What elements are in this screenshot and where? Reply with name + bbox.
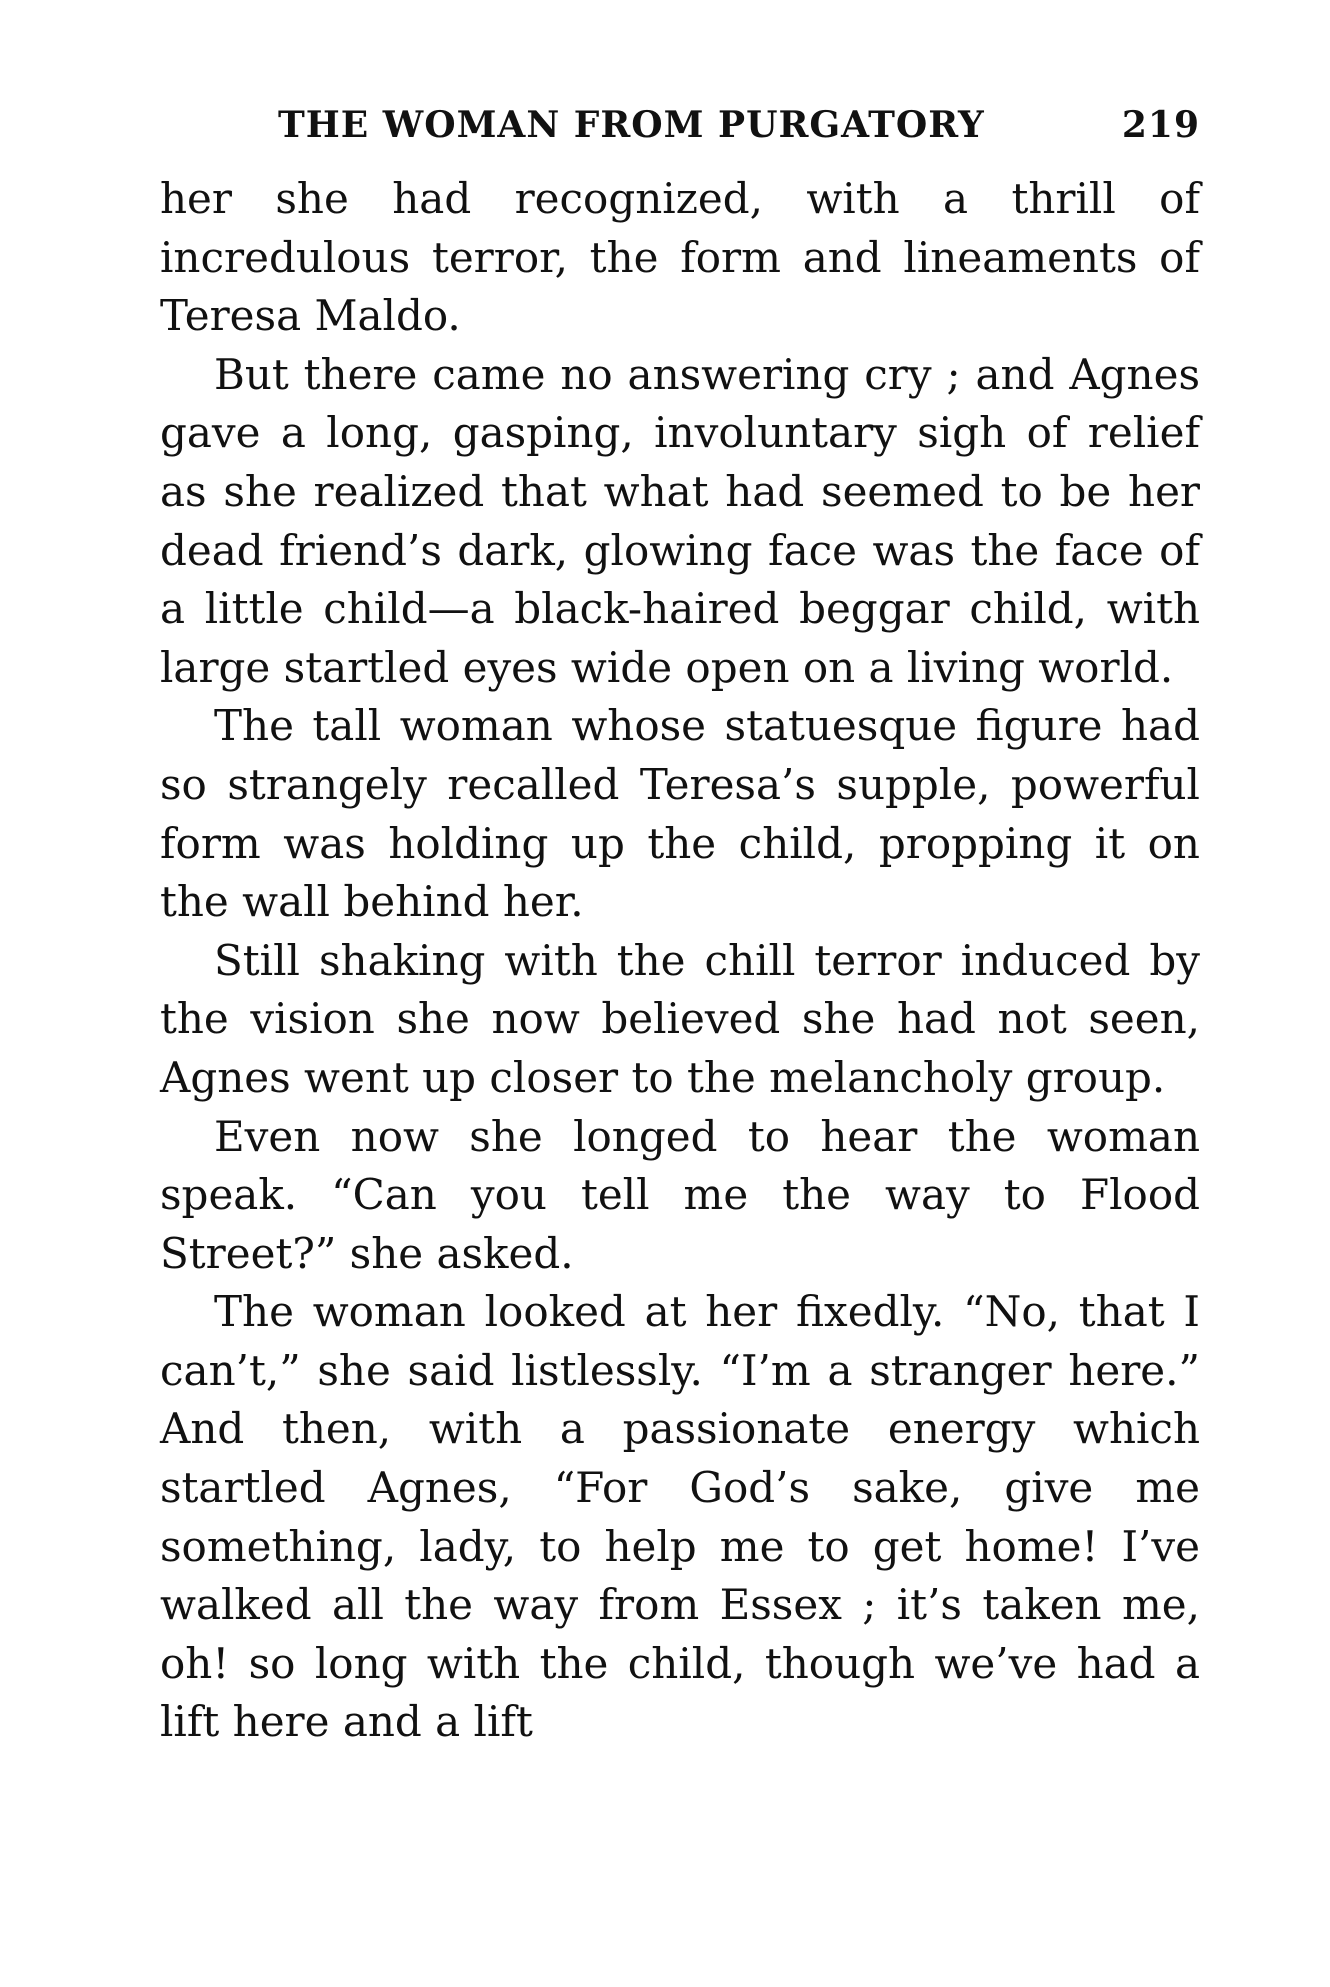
running-title: THE WOMAN FROM PURGATORY [278, 104, 985, 146]
paragraph-2: But there came no answering cry ; and Agnes gave a long, gasping, involuntary sigh of relief as she realized that what had seemed to be her dead friend’s dark, glowing face was the face of a little child—a black-haired beggar child, with large startled eyes wide open on a living world. [160, 349, 1200, 692]
paragraph-3: The tall woman whose statuesque figure had so strangely recalled Teresa’s supple, powerful form was holding up the child, propping it on the wall behind her. [160, 701, 1200, 927]
running-head [278, 104, 1200, 154]
paragraph-1: her she had recognized, with a thrill of incredulous terror, the form and lineaments of Teresa Maldo. [160, 174, 1200, 341]
paragraph-4: Still shaking with the chill terror induced by the vision she now believed she had not seen, Agnes went up closer to the melancholy group. [160, 935, 1200, 1102]
paragraph-5: Even now she longed to hear the woman speak. “Can you tell me the way to Flood Street?” she asked. [160, 1111, 1200, 1278]
page-number: 219 [1121, 104, 1200, 146]
paragraph-6: The woman looked at her fixedly. “No, that I can’t,” she said listlessly. “I’m a stranger here.” And then, with a passionate energy which startled Agnes, “For God’s sake, give me something, lady, to help me to get home! I’ve walked all the way from Essex ; it’s taken me, oh! so long with the child, though we’ve had a lift here and a lift [160, 1287, 1200, 1747]
body-text [160, 170, 1200, 1752]
